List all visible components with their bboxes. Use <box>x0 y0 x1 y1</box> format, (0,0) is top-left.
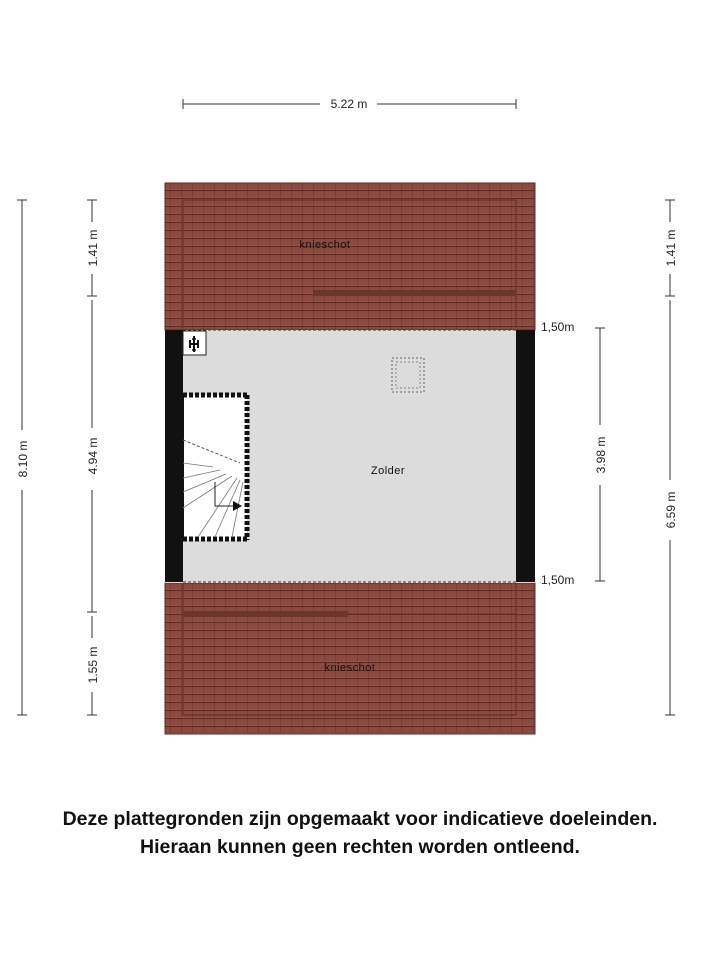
stairs-icon <box>183 395 247 540</box>
height-label-top: 1,50m <box>541 320 575 334</box>
room-label-knieschot-top: knieschot <box>299 239 351 251</box>
dimension-left-segments <box>86 200 100 715</box>
dimension-label: 4.94 m <box>86 437 100 475</box>
dimension-left-total <box>16 200 30 715</box>
boiler-icon <box>183 331 206 355</box>
room-label-knieschot-bottom: knieschot <box>324 662 376 674</box>
dimension-top-width <box>183 97 516 111</box>
height-label-bottom: 1,50m <box>541 573 575 587</box>
disclaimer-line-1: Deze plattegronden zijn opgemaakt voor indicatieve doeleinden. <box>62 808 658 830</box>
room-label-zolder: Zolder <box>370 465 406 477</box>
dimension-label: 1.55 m <box>86 646 100 684</box>
dimension-label: 3.98 m <box>594 436 608 474</box>
disclaimer-line-2: Hieraan kunnen geen rechten worden ontleend. <box>140 836 580 858</box>
dimension-label: 6.59 m <box>664 491 678 529</box>
dimension-right-segments <box>594 200 678 715</box>
roof-top <box>165 183 535 330</box>
dimension-label: 1.41 m <box>86 229 100 267</box>
dimension-label: 1.41 m <box>664 229 678 267</box>
roof-bottom <box>165 583 535 734</box>
dimension-label: 8.10 m <box>16 440 30 478</box>
dimension-label: 5.22 m <box>330 97 368 111</box>
